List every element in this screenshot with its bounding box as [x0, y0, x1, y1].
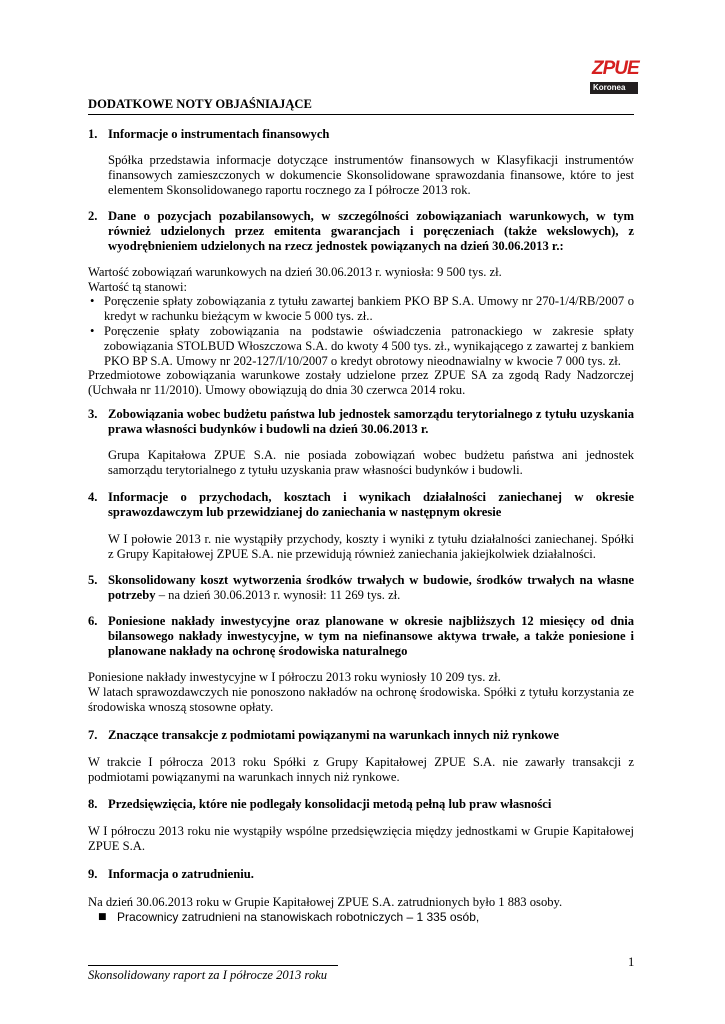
- bullet-icon: •: [90, 324, 95, 338]
- footer-divider: [88, 965, 338, 966]
- section-1-heading: 1. Informacje o instrumentach finansowych: [88, 127, 330, 141]
- section-2-paragraph-3: Przedmiotowe zobowiązania warunkowe zostały udzielone przez ZPUE SA za zgodą Rady Nadzorczej (Uchwała nr 11/2010). Umowy obowiązują do dnia 30 czerwca 2014 roku.: [88, 368, 634, 397]
- zpue-logo: [590, 57, 638, 97]
- section-7-body: W trakcie I półrocza 2013 roku Spółki z Grupy Kapitałowej ZPUE S.A. nie zawarły transakcji z podmiotami powiązanymi na warunkach innych niż rynkowe.: [88, 755, 634, 784]
- section-6-paragraph-1: Poniesione nakłady inwestycyjne w I półroczu 2013 roku wyniosły 10 209 tys. zł.: [88, 670, 501, 684]
- section-7-heading: 7. Znaczące transakcje z podmiotami powiązanymi na warunkach innych niż rynkowe: [88, 728, 559, 742]
- section-9-paragraph-1: Na dzień 30.06.2013 roku w Grupie Kapitałowej ZPUE S.A. zatrudnionych było 1 883 osoby.: [88, 895, 563, 909]
- section-8-body: W I półroczu 2013 roku nie wystąpiły wspólne przedsięwzięcia między jednostkami w Grupie Kapitałowej ZPUE S.A.: [88, 824, 634, 853]
- section-9-heading: 9. Informacja o zatrudnieniu.: [88, 867, 254, 881]
- document-page: [88, 0, 638, 1024]
- title-divider: [88, 114, 634, 115]
- section-5-value: – na dzień 30.06.2013 r. wynosił: 11 269 tys. zł.: [155, 588, 401, 602]
- section-1-body: Spółka przedstawia informacje dotyczące instrumentów finansowych w Klasyfikacji instrumentów finansowych zamieszczonych w dokumencie Skonsolidowane sprawozdania finansowe, które to jest elementem Skonsolidowanego raportu rocznego za I półrocze 2013 rok.: [108, 153, 634, 197]
- logo-brand: ZPUE: [592, 58, 639, 79]
- section-4-heading: 4. Informacje o przychodach, kosztach i wynikach działalności zaniechanej w okresie sprawozdawczym lub przewidzianej do zaniechania w następnym okresie: [88, 490, 634, 519]
- section-5-heading: Skonsolidowany koszt wytworzenia środków trwałych w budowie, środków trwałych na własne potrzeby: [108, 573, 634, 602]
- section-5: [88, 573, 634, 603]
- section-2-paragraph-2: Wartość tą stanowi:: [88, 280, 188, 294]
- section-2-paragraph-1: Wartość zobowiązań warunkowych na dzień 30.06.2013 r. wyniosła: 9 500 tys. zł.: [88, 265, 502, 279]
- page-title: DODATKOWE NOTY OBJAŚNIAJĄCE: [88, 97, 312, 111]
- footer-text: Skonsolidowany raport za I półrocze 2013 roku: [88, 968, 328, 982]
- section-5-number: 5.: [88, 573, 98, 587]
- section-3-heading: 3. Zobowiązania wobec budżetu państwa lub jednostek samorządu terytorialnego z tytułu uzyskania prawa własności budynków i budowli na dzień 30.06.2013 r.: [88, 407, 634, 436]
- logo-sub: Koronea: [590, 82, 638, 94]
- page-number: 1: [628, 955, 635, 969]
- section-2-bullet-1: • Poręczenie spłaty zobowiązania z tytułu zawartej bankiem PKO BP S.A. Umowy nr 270-1/4/RB/2007 o kredyt w rachunku bieżącym w kwocie 5 000 tys. zł..: [90, 294, 634, 323]
- section-2-bullet-2: • Poręczenie spłaty zobowiązania na podstawie oświadczenia patronackiego w zakresie spłaty zobowiązania STOLBUD Włoszczowa S.A. do kwoty 4 500 tys. zł., wynikającego z zawartej z bankiem PKO BP S.A. Umowy nr 202-127/I/10/2007 o kredyt obrotowy nieodnawialny w kwocie 7 000 tys. zł.: [90, 324, 634, 368]
- section-6-heading: 6. Poniesione nakłady inwestycyjne oraz planowane w okresie najbliższych 12 miesięcy od dnia bilansowego nakłady inwestycyjne, w tym na niefinansowe aktywa trwałe, a także poniesione i planowane nakłady na ochronę środowiska naturalnego: [88, 614, 634, 658]
- section-6-paragraph-2: W latach sprawozdawczych nie ponoszono nakładów na ochronę środowiska. Spółki z tytułu korzystania ze środowiska wnoszą stosowne opłaty.: [88, 685, 634, 714]
- square-bullet-icon: ■: [98, 912, 107, 922]
- section-2-heading: 2. Dane o pozycjach pozabilansowych, w szczególności zobowiązaniach warunkowych, w tym również udzielonych przez emitenta gwarancjach i poręczeniach (także wekslowych), z wyodrębnieniem udzielonych na rzecz jednostek powiązanych na dzień 30.06.2013 r.:: [88, 209, 634, 253]
- section-8-heading: 8. Przedsięwzięcia, które nie podlegały konsolidacji metodą pełną lub praw własności: [88, 797, 552, 811]
- section-4-body: W I połowie 2013 r. nie wystąpiły przychody, koszty i wyniki z tytułu działalności zaniechanej. Spółki z Grupy Kapitałowej ZPUE S.A. nie przewidują również zaniechania jakiejkolwiek działalności.: [108, 532, 634, 561]
- bullet-icon: •: [90, 294, 95, 308]
- section-3-body: Grupa Kapitałowa ZPUE S.A. nie posiada zobowiązań wobec budżetu państwa ani jednostek samorządu terytorialnego z tytułu uzyskania praw własności budynków i budowli.: [108, 448, 634, 477]
- section-9-bullet-1: ■ Pracownicy zatrudnieni na stanowiskach robotniczych – 1 335 osób,: [98, 910, 480, 924]
